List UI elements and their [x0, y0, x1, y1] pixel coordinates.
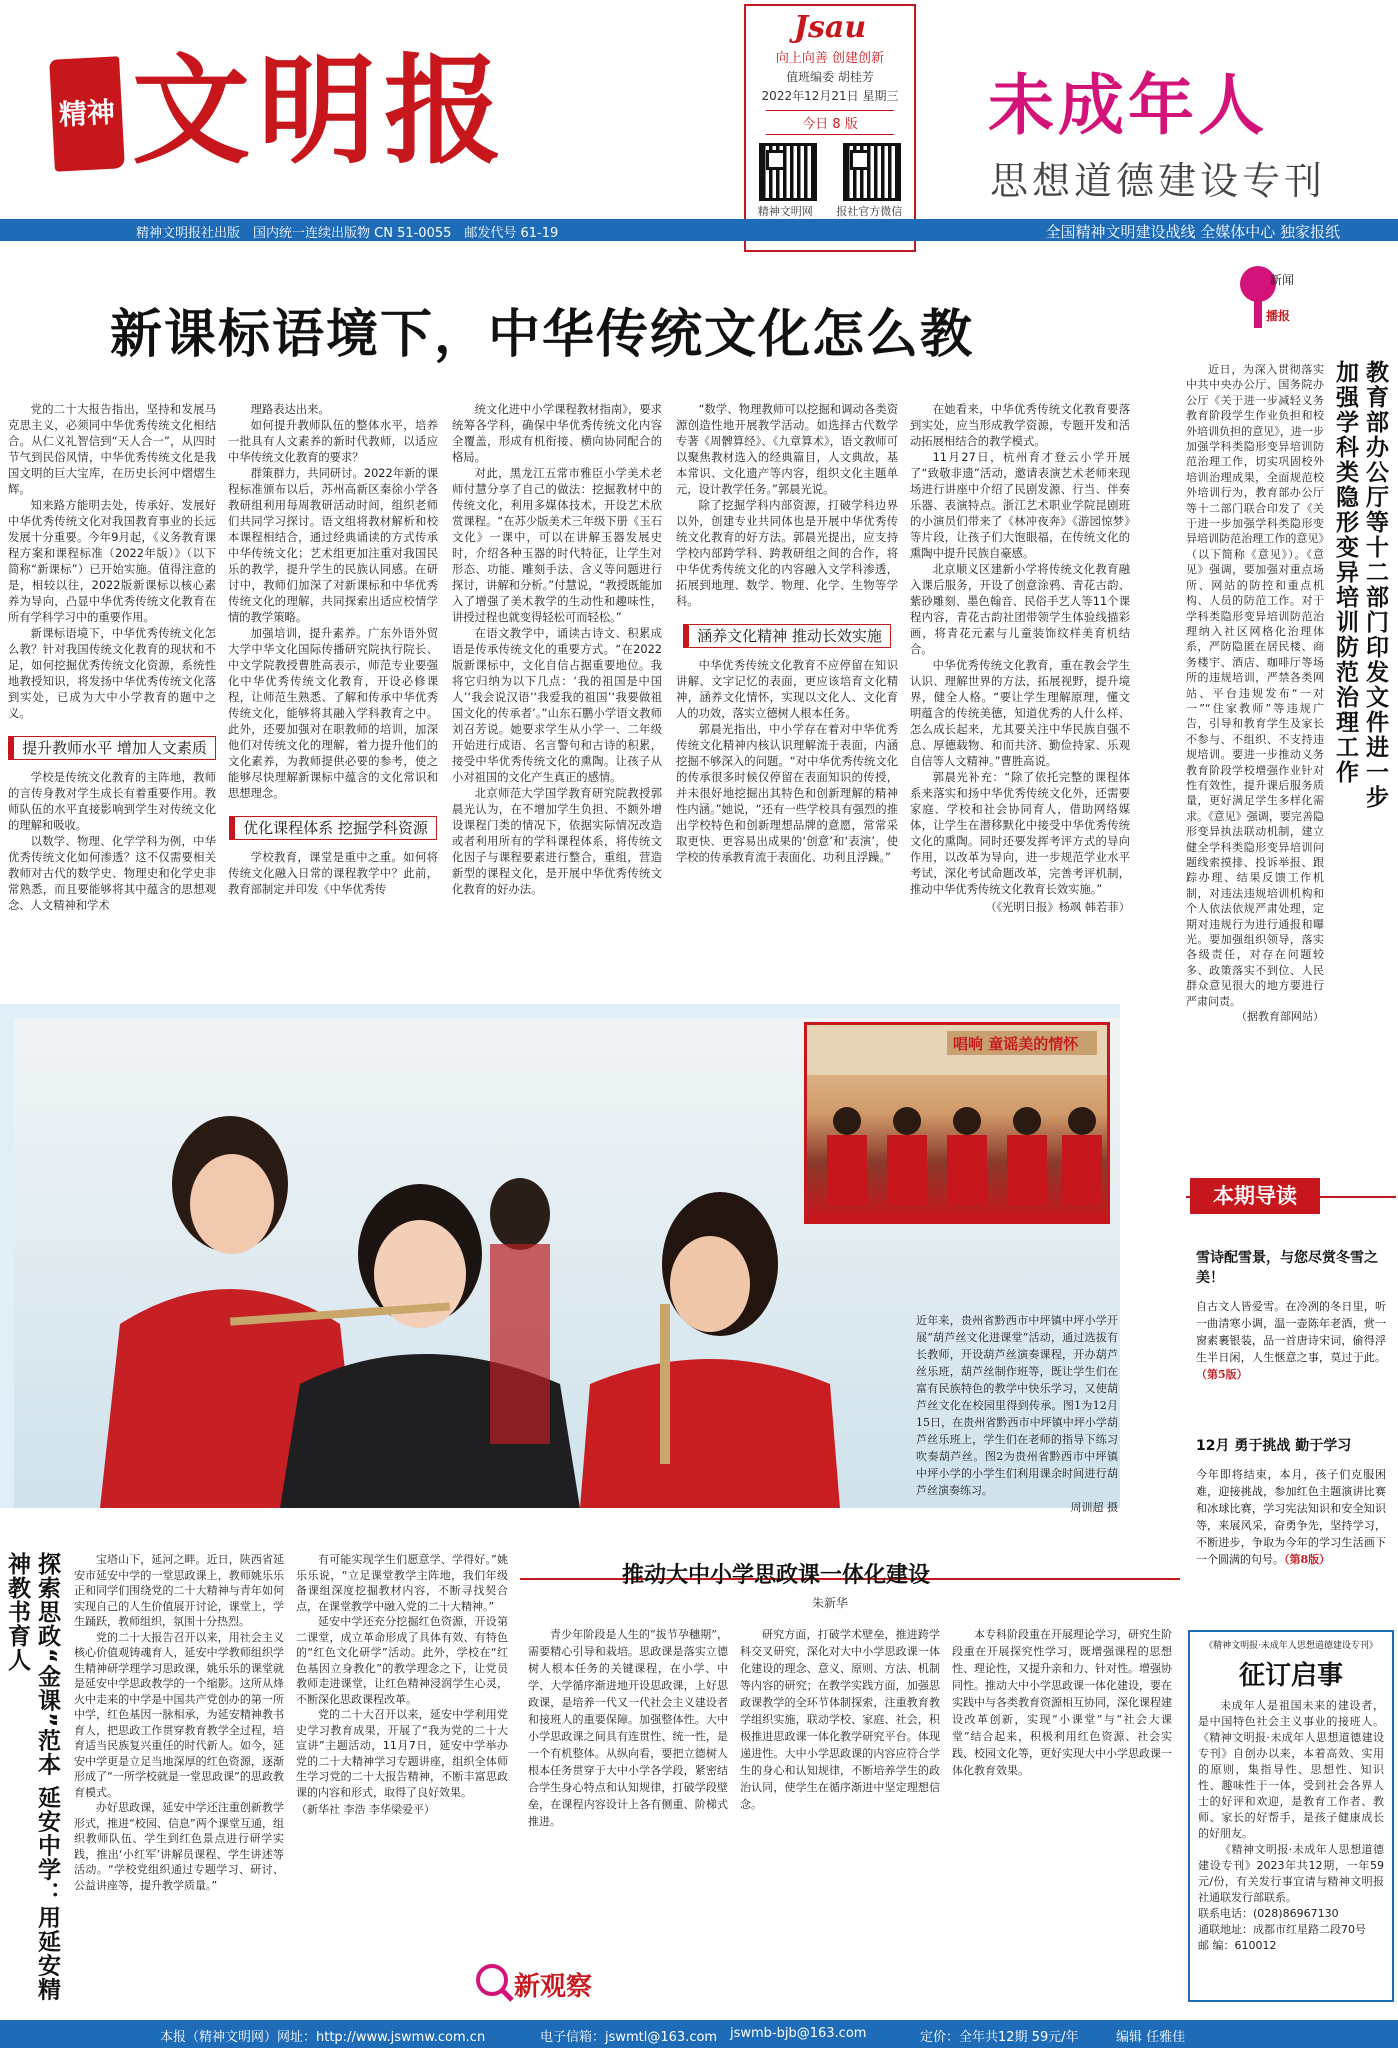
paragraph: 党的二十大召开以来，延安中学利用党史学习教育成果，开展了“我为党的二十大宣讲”主题活动，11月7日，延安中学举办党的二十大精神学习专题讲座，组织全体师生学习党的二十大报告精神，不断丰富思政课的内容和形式，取得了良好效果。	[296, 1708, 508, 1799]
media-center-tagline: 全国精神文明建设战线 全媒体中心 独家报纸	[1045, 223, 1340, 241]
lower-left-column-2	[296, 1552, 508, 1818]
subscription-header: 《精神文明报·未成年人思想道德建设专刊》	[1204, 1641, 1378, 1651]
paragraph: 如何提升教师队伍的整体水平，培养一批具有人文素养的新时代教师，以适应中华传统文化教育的要求？	[228, 419, 438, 464]
paragraph: 知来路方能明去处，传承好、发展好中华优秀传统文化对我国教育事业的长远发展十分重要。今年9月起，《义务教育课程方案和课程标准（2022年版）》（以下简称“新课标”）已开始实施。值得注意的是，相较以往，2022版新课标以核心素养为导向，凸显中华优秀传统文化教育在所有学科学习中的重要作用。	[8, 499, 216, 624]
paragraph: 《精神文明报·未成年人思想道德建设专刊》2023年共12期，一年59元/份，有关发行事宜请与精神文明报社通联发行部联系。	[1198, 1843, 1384, 1904]
guide-item[interactable]	[1196, 1248, 1386, 1383]
paragraph: 青少年阶段是人生的“拔节孕穗期”，需要精心引导和栽培。思政课是落实立德树人根本任务的关键课程，在小学、中学、大学循序渐进地开设思政课，上好思政课，是培养一代又一代社会主义建设者和接班人的重要保障。加强整体性。大中小学思政课之间具有连贯性、统一性，是一个有机整体。从纵向看，要把立德树人根本任务贯穿于大中小学各学段，紧密结合学生身心特点和认知规律，打破学段壁垒，在课程内容设计上各有侧重、阶梯式推进。	[528, 1628, 728, 1828]
lower-left-source: （新华社 李浩 李华梁爱平）	[296, 1803, 435, 1816]
paragraph: 宝塔山下，延河之畔。近日，陕西省延安市延安中学的一堂思政课上，教师姚乐乐正和同学们围绕党的二十大精神与青年如何实现自己的人生价值展开讨论，课堂上，学生踊跃，教师组织，氛围十分热烈。	[74, 1553, 284, 1628]
commentary-column-2	[740, 1626, 940, 1813]
paragraph: 对此，黑龙江五常市雅臣小学美术老师付慧分享了自己的做法：挖掘教材中的传统文化，利用多媒体技术，开设艺术欣赏课程。“在苏少版美术三年级下册《玉石文化》一课中，可以在讲解玉器发展史时，介绍各种玉器的时代特征，让学生对形态、功能、雕刻手法、含义等问题进行探讨，讲解和分析。”付慧说，“教授既能加入了增强了美术教学的生动性和趣味性，讲授过程也就变得轻松可而轻松。”	[452, 467, 662, 624]
subhead: 提升教师水平 增加人文素质	[8, 736, 216, 760]
paragraph: 统文化进中小学课程教材指南》，要求统筹各学科，确保中华优秀传统文化内容全覆盖，形成有机衔接、横向协同配合的格局。	[452, 403, 662, 464]
contact-phone: 联系电话：(028)86967130	[1198, 1907, 1339, 1920]
ear-logo: Jsau	[793, 10, 867, 45]
paragraph: 加强培训，提升素养。广东外语外贸大学中华文化国际传播研究院执行院长、中文学院教授曹胜高表示，师范专业要强化中华优秀传统文化教育，开设必修课程，让师范生熟悉、了解和传承中华优秀传统文化，能够将其融入学科教育之中。此外，还要加强对在职教师的培训，加深他们对传统文化的理解，着力提升他们的文化素养，为教师提供必要的参考，使之能够尽快理解新课标中蕴含的文化常识和思想理念。	[228, 627, 438, 800]
paragraph: 未成年人是祖国未来的建设者，是中国特色社会主义事业的接班人。《精神文明报·未成年人思想道德建设专刊》自创办以来，本着高效、实用的原则，集指导性、思想性、知识性、趣味性于一体，受到社会各界人士的好评和欢迎，是教育工作者、教师、家长的好帮手，是孩子健康成长的好朋友。	[1198, 1699, 1384, 1840]
masthead-ear	[744, 4, 916, 252]
guide-item-page: （第8版）	[1284, 1553, 1331, 1566]
guide-item-body: 今年即将结束，本月，孩子们克服困难，迎接挑战，参加红色主题演讲比赛和冰球比赛，学习宪法知识和安全知识等，来展风采，奋勇争先，坚持学习，不断进步，争取为今年的学习生活画下一个圆满的句号。（第8版）	[1196, 1468, 1386, 1566]
paragraph: 在她看来，中华优秀传统文化教育要落到实处，应当形成教学资源，专题开发和活动拓展相结合的教学模式。	[910, 403, 1130, 448]
paragraph: 理路表达出来。	[250, 403, 330, 416]
subscription-notice	[1188, 1630, 1394, 2002]
paragraph: 北京顺义区建新小学将传统文化教育融入课后服务，开设了创意涂鸦、青花古韵、紫砂雕刻、墨色翰音、民俗手艺人等11个课程内容，青花古韵社团带领学生体验线描彩画，将青花元素与儿童装饰纹样美育机结合。	[910, 563, 1130, 656]
paragraph: 北京师范大学国学教育研究院教授郭晨光认为，在不增加学生负担、不额外增设课程门类的情况下，依据实际情况改造或者利用所有的学科课程体系，将传统文化因子与课程要素进行整合，重组，营造新型的课程文化，是开展中华优秀传统文化教育的好办法。	[452, 787, 662, 896]
footer-price: 定价：全年共12期 59元/年	[920, 2030, 1079, 2045]
paragraph: 学校是传统文化教育的主阵地，教师的言传身教对学生成长有着重要作用。教师队伍的水平直接影响到学生对传统文化的理解和吸收。	[8, 771, 216, 832]
main-headline: 新课标语境下，中华传统文化怎么教	[110, 305, 975, 365]
paragraph: 近日，为深入贯彻落实中共中央办公厅、国务院办公厅《关于进一步减轻义务教育阶段学生作业负担和校外培训负担的意见》，进一步加强学科类隐形变异培训防范治理工作，切实巩固校外培训治理成果，全面规范校外培训行为，教育部办公厅等十二部门联合印发了《关于进一步加强学科类隐形变异培训防范治理工作的意见》（以下简称《意见》）。《意见》强调，要加强对重点场所、网站的防控和重点机构、人员的防范工作。对于学科类隐形变异培训防范治理纳入社区网格化治理体系，严防隐匿在居民楼、商务楼宇、酒店、咖啡厅等场所的违规培训，严禁各类网站、平台违规发布“一对一”“住家教师”等违规广告，引导和教育学生及家长不参与、不组织、不支持违规培训。要进一步推动义务教育阶段学校增强作业针对性有效性，提升课后服务质量，更好满足学生多样化需求。《意见》强调，要完善隐形变异执法联动机制，建立健全学科类隐形变异培训问题线索摸排、投诉举报、跟踪办理、结果反馈工作机制，对违法违规培训机构和个人依法依规严肃处理，定期对违规行为进行通报和曝光。要加强组织领导，落实各级责任，对存在问题较多、政策落实不到位、人民群众意见很大的地方要进行严肃问责。	[1186, 363, 1324, 1008]
qr-code-icon[interactable]	[759, 143, 817, 201]
paragraph: 以数学、物理、化学学科为例，中华优秀传统文化如何渗透？这不仅需要相关教师对古代的数学史、物理史和化学史非常熟悉，而且要能够将其中蕴含的思想观念、人文精神和学术	[8, 835, 216, 912]
commentary-author: 朱新华	[812, 1596, 849, 1610]
article-column-4	[676, 402, 898, 866]
footer-email[interactable]: jswmb-bjb@163.com	[730, 2026, 867, 2041]
photo-caption: 近年来，贵州省黔西市中坪镇中坪小学开展“葫芦丝文化进课堂”活动，通过选拔有长教师，开设葫芦丝演奏课程，开办葫芦丝乐班，葫芦丝制作班等，既让学生们在富有民族特色的教学中快乐学习，又使葫芦丝文化在校园里得到传承。图1为12月15日，在贵州省黔西市中坪镇中坪小学葫芦丝乐班上，学生们在老师的指导下练习吹奏葫芦丝。图2为贵州省黔西市中坪镇中坪小学的小学生们利用课余时间进行葫芦丝演奏练习。 周训超 摄	[916, 1314, 1118, 1514]
contact-address: 通联地址：成都市红星路二段70号	[1198, 1923, 1366, 1936]
paragraph: 除了挖掘学科内部资源，打破学科边界以外，创建专业共同体也是开展中华优秀传统文化教育的好方法。郭晨光提出，应支持学校内部跨学科、跨教研组之间的合作，将中华优秀传统文化的内容融入文学科渗透，拓展到地理、数学、物理、化学、生物等学科。	[676, 499, 898, 608]
footer-editor: 编辑 任雅佳	[1116, 2030, 1186, 2045]
masthead-title: 文明报	[132, 41, 511, 180]
masthead-seal: 精神	[49, 56, 125, 172]
footer-bar	[0, 2020, 1398, 2048]
paragraph: 新课标语境下，中华优秀传统文化怎么教？针对我国传统文化教育的现状和不足，如何挖掘优秀传统文化资源，系统性地教授知识，将发扬中华优秀传统文化落到实处，已成为大中小学教育的题中之义。	[8, 627, 216, 720]
paragraph: 研究方面，打破学术壁垒，推进跨学科交叉研究，深化对大中小学思政课一体化建设的理念、意义、原则、方法、机制等内容的研究；在教学实践方面，加强思政课教学的全环节体制探索，注重教育教学组织实施，联动学校、家庭、社会，积极推进思政课一体化教学研究平台。体现递进性。大中小学思政课的内容应符合学生的身心和认知规律，不断培养学生的政治认同，使学生在循序渐进中坚定理想信念。	[740, 1628, 940, 1811]
footer-email[interactable]: 电子信箱：jswmtl@163.com	[540, 2030, 718, 2045]
commentary-title: 推动大中小学思政课一体化建设	[622, 1563, 931, 1588]
article-column-1	[8, 402, 216, 914]
section-title: 未成年人	[988, 67, 1268, 144]
paragraph: 党的二十大报告指出，坚持和发展马克思主义，必须同中华优秀传统文化相结合。从仁义礼智信到“天人合一”，从四时节气到民俗风情，中华优秀传统文化是我国文明的巨大宝库，在历史长河中熠熠生辉。	[8, 403, 216, 496]
paragraph: 办好思政课，延安中学还注重创新教学形式，推进“校园、信息”两个课堂互通，组织教师队伍、学生到红色景点进行研学实践，推出‘小红军’讲解员课程、学生讲述等活动。“学校党组织通过专题学习、研讨、公益讲座等，提升教学质量。”	[74, 1801, 284, 1892]
svg-text:播报: 播报	[1266, 309, 1291, 323]
paragraph: 郭晨光补充：“除了依托完整的课程体系来落实和扬中华优秀传统文化外，还需要家庭、学校和社会协同育人，借助网络媒体，让学生在潜移默化中接受中华优秀传统文化的熏陶。同时还要发挥考评方式的导向作用，以改革为导向，进一步规范学业水平考试，深化考试命题改革，完善考评机制，推动中华优秀传统文化教育长效实施。”	[910, 771, 1130, 896]
guide-item-title: 12月 勇于挑战 勤于学习	[1196, 1438, 1352, 1454]
footer-website[interactable]: 本报（精神文明网）网址：http://www.jswmw.com.cn	[160, 2030, 486, 2045]
side-news-source: （据教育部网站）	[1236, 1010, 1324, 1024]
subhead: 优化课程体系 挖掘学科资源	[229, 816, 437, 840]
paragraph: 有可能实现学生们愿意学、学得好。”姚乐乐说，“立足课堂教学主阵地，我们年级备课组深度挖掘教材内容，不断寻找契合点，在课堂教学中融入党的二十大精神。”	[296, 1553, 508, 1613]
article-column-2	[228, 402, 438, 898]
paragraph: 郭晨光指出，中小学存在着对中华优秀传统文化精神内核认识理解流于表面，内涵挖掘不够深入的问题。“对中华优秀传统文化的传承很多时候仅停留在表面知识的传授，并未很好地挖掘出其特色和创新理解的精神性内涵。”她说，“还有一些学校具有强烈的推出学校特色和创新理想品牌的意愿，常常采取更快、更容易出成果的‘创意’和‘表演’，使学校的传承教育流于表面化、功利且浮躁。”	[676, 723, 898, 864]
new-observation-badge	[470, 1958, 630, 2006]
guide-item-page: （第5版）	[1196, 1368, 1248, 1381]
paragraph: 学校教育，课堂是重中之重。如何将传统文化融入日常的课程教学中？此前，教育部制定并印发《中华优秀传	[228, 851, 438, 896]
subhead: 涵养文化精神 推动长效实施	[683, 624, 891, 648]
ear-editor: 值班编委 胡桂芳	[786, 70, 874, 84]
paragraph: 本专科阶段重在开展理论学习，研究生阶段重在开展探究性学习，既增强课程的思想性、理论性，又提升亲和力、针对性。增强协同性。推动大中小学思政课一体化建设，要在实践中与各类教育资源相互协同，深化课程建设改革创新，实现“小课堂”与“社会大课堂”结合起来，积极利用红色资源、社会实践、校园文化等，更好实现大中小学思政课一体化教育效果。	[952, 1628, 1172, 1777]
inset-banner-text: 唱响 童谣美的情怀	[953, 1035, 1079, 1053]
publication-info: 精神文明报社出版 国内统一连续出版物 CN 51-0055 邮发代号 61-19	[136, 226, 559, 241]
contact-zip: 邮 编：610012	[1198, 1939, 1277, 1952]
article-column-5	[910, 402, 1130, 916]
paragraph: 在语文教学中，诵读古诗文、积累成语是传承传统文化的重要方式。“在2022版新课标中，文化自信占据重要地位。我将它归纳为以下几点：‘我的祖国是中国人’‘我会说汉语’‘我爱我的祖国’‘我要做祖国文化的传承者’。”山东石鹏小学语文教师刘召芳说。她要求学生从小学一、二年级开始进行成语、名言警句和古诗的积累，接受中华优秀传统文化的熏陶。让孩子从小对祖国的文化产生真正的感情。	[452, 627, 662, 784]
paragraph: 中华优秀传统文化教育不应停留在知识讲解、文字记忆的表面，更应该培育文化精神，涵养文化情怀，实现以文化人、文化育人的功效，落实立德树人根本任务。	[676, 659, 898, 720]
guide-title: 本期导读	[1190, 1178, 1320, 1214]
news-microphone-icon	[1234, 258, 1298, 348]
paragraph: 中华优秀传统文化教育，重在教会学生认识、理解世界的方法，拓展视野，提升境界，健全人格。“要让学生理解原理，懂文明蕴含的传统美德，知道优秀的人什么样、怎么成长起来，尤其要关注中华民族自强不息、厚德载物、和而共济、勤俭持家、乐观自信等人文精神。”曹胜高说。	[910, 659, 1130, 768]
guide-item-title: 雪诗配雪景，与您尽赏冬雪之美！	[1196, 1250, 1378, 1286]
article-column-3	[452, 402, 662, 898]
badge-text: 新观察	[514, 1972, 593, 2002]
paragraph: 延安中学还充分挖掘红色资源，开设第二课堂，成立革命形成了具体有效、有特色的“红色文化研学”活动。此外，学校在“红色基因立身教化”的教学理念之下，让党员教师走进课堂，让红色精神浸润学生心灵，不断深化思政课程改革。	[296, 1615, 508, 1706]
svg-text:新闻: 新闻	[1270, 273, 1295, 287]
commentary-column-1	[528, 1626, 728, 1830]
qr-label-website: 精神文明网	[757, 205, 813, 218]
subscription-title: 征订启事	[1238, 1661, 1343, 1691]
article-source: （《光明日报》杨飒 韩若菲）	[985, 901, 1130, 914]
lower-left-column-1	[74, 1552, 284, 1893]
inset-photo	[804, 1022, 1110, 1224]
guide-item-body: 自古文人皆爱雪。在冷冽的冬日里，听一曲清寒小调，温一壶陈年老酒，赏一窗素裹银装，品一首唐诗宋词，偷得浮生半日闲，人生惬意之事，莫过于此。（第5版）	[1196, 1300, 1386, 1381]
ear-date: 2022年12月21日 星期三	[761, 89, 899, 103]
paragraph: 党的二十大报告召开以来，用社会主义核心价值观铸魂育人，延安中学教师组织学生精神研学理学习思政课，姚乐乐的课堂就是延安中学思政教学的一个缩影。这所从烽火中走来的中学是中国共产党创办的第一所中学，红色基因一脉相承，为延安精神教书育人，把思政工作贯穿教育教学全过程，培育适当民族复兴重任的时代新人。如今，延安中学更是立足当地深厚的红色资源，逐渐形成了“一所学校就是一堂思政课”的思政教育模式。	[74, 1630, 284, 1799]
qr-code-icon[interactable]	[843, 143, 901, 201]
side-news-body	[1186, 362, 1324, 1024]
paragraph: 群策群力，共同研讨。2022年新的课程标准颁布以后，苏州高新区秦徐小学各教研组利用每周教研活动时间，组织老师们共同学习探讨。语文组将教材解析和校本课程相结合，通过经典诵读的方式传承中华传统文化；艺术组更加注重对我国民乐的教学，提升学生的民族认同感。在研讨中，教师们加深了对新课标和中华优秀传统文化的理解，共同探索出适应校情学情的教学策略。	[228, 467, 438, 624]
paragraph: 11月27日，杭州育才登云小学开展了“致敬非遗”活动，邀请表演艺术老师来现场进行讲座中介绍了民剧发源、行当、伴奏乐器、表演特点。浙江艺术职业学院昆剧班的小演员们带来了《林冲夜奔》《游园惊梦》等片段，让孩子们大饱眼福，在传统文化的熏陶中提升民族自豪感。	[910, 451, 1130, 560]
paragraph: “数学、物理教师可以挖掘和调动各类资源创造性地开展教学活动。如选择古代数学专著《周髀算经》、《九章算术》，语文教师可以聚焦教材选入的经典篇目，人文典故，基本常识、文化遗产等内容，组织文化主题单元，设计教学任务。”郭晨光说。	[676, 403, 898, 496]
publication-info-bar	[0, 219, 1398, 241]
qr-label-wechat: 报社官方微信	[836, 205, 903, 218]
ear-slogan: 向上向善 创建创新	[775, 51, 885, 66]
side-news-title: 教育部办公厅等十二部门印发文件进一步加强学科类隐形变异培训防范治理工作	[1332, 360, 1388, 810]
photo-credit: 周训超 摄	[1070, 1501, 1118, 1514]
section-subtitle: 思想道德建设专刊	[990, 159, 1327, 203]
commentary-column-3	[952, 1626, 1172, 1779]
guide-item[interactable]	[1196, 1436, 1386, 1568]
ear-today-pages: 今日 8 版	[766, 110, 894, 135]
lower-left-title: 探索思政“金课”范本 延安中学：用延安精神教书育人	[4, 1552, 60, 2002]
